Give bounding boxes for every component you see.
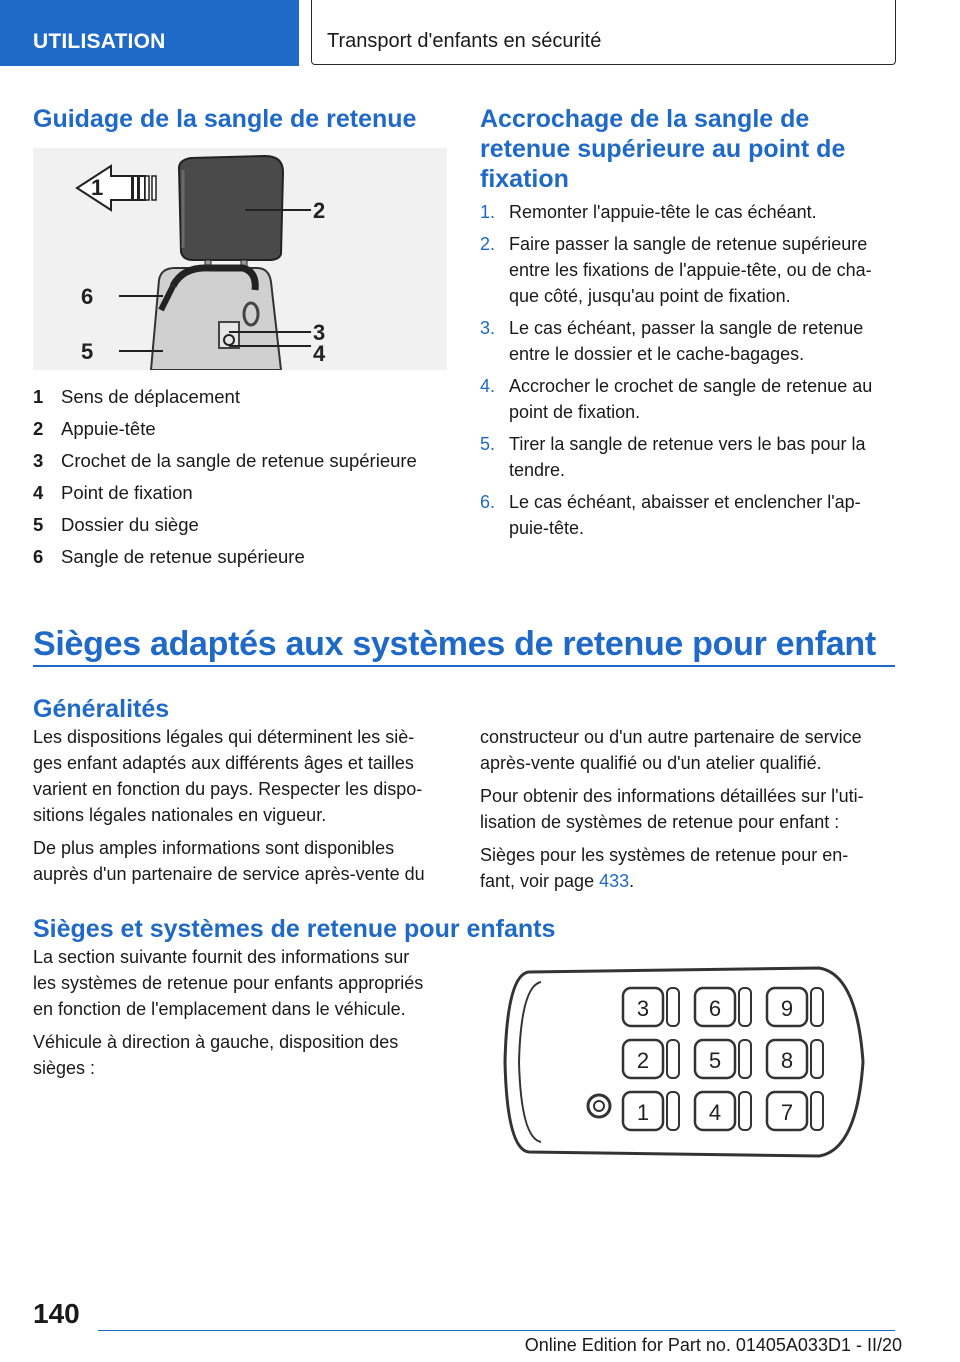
chapter-title-box [311, 0, 896, 65]
step-item: 2. Faire passer la sangle de retenue supérieure entre les fixations de l'appuie-tête, ou de cha‐ que côté, jusqu'au point de fixation. [480, 234, 872, 306]
paragraph: Les dispositions légales qui déterminent les siè‐ ges enfant adaptés aux différents âges et tailles varient en fonction du pays. Respecter les dispo‐ sitions légales nationales en vigueur. [33, 727, 423, 825]
vehicle-seat-diagram [501, 964, 867, 1160]
generalites-right-column [480, 724, 898, 901]
heading-generalites: Généralités [33, 695, 170, 723]
heading-guidage: Guidage de la sangle de retenue [33, 105, 417, 133]
headrest-illustration [33, 148, 447, 370]
step-item: 5. Tirer la sangle de retenue vers le bas pour la tendre. [480, 434, 866, 480]
paragraph: De plus amples informations sont disponibles auprès d'un partenaire de service après-vente du [33, 838, 425, 884]
seat-6: 6 [708, 996, 722, 1021]
legend-item: 2 Appuie-tête [33, 418, 156, 439]
systemes-text [33, 944, 453, 1088]
heading-systemes: Sièges et systèmes de retenue pour enfants [33, 915, 556, 943]
page-number: 140 [33, 1298, 80, 1329]
procedure-steps [480, 199, 898, 547]
callout-4: 4 [313, 341, 326, 366]
section-tab [0, 0, 299, 66]
legend-item: 1 Sens de déplacement [33, 386, 240, 407]
paragraph: Pour obtenir des informations détaillées sur l'uti‐ lisation de systèmes de retenue pour enfant : [480, 786, 864, 832]
chapter-title: Transport d'enfants en sécurité [327, 30, 602, 52]
paragraph: La section suivante fournit des informations sur les systèmes de retenue pour enfants appropriés en fonction de l'emplacement dans le véhicule. [33, 947, 424, 1019]
callout-5: 5 [81, 339, 94, 364]
legend-item: 3 Crochet de la sangle de retenue supérieure [33, 450, 417, 471]
generalites-left-column [33, 724, 453, 894]
legend-item: 6 Sangle de retenue supérieure [33, 546, 305, 567]
footer-rule [98, 1330, 895, 1331]
seat-4: 4 [708, 1100, 722, 1125]
figure-legend [33, 381, 447, 573]
callout-1: 1 [91, 175, 104, 200]
step-item: 4. Accrocher le crochet de sangle de retenue au point de fixation. [480, 376, 873, 422]
legend-item: 4 Point de fixation [33, 482, 193, 503]
seat-layout-figure [501, 964, 867, 1160]
seat-7: 7 [780, 1100, 794, 1125]
callout-3: 3 [313, 320, 326, 345]
paragraph: Véhicule à direction à gauche, disposition des sièges : [33, 1032, 399, 1078]
headrest-figure [33, 148, 447, 370]
seat-1: 1 [636, 1100, 650, 1125]
seat-5: 5 [708, 1048, 722, 1073]
section-label: UTILISATION [33, 30, 166, 53]
seat-3: 3 [636, 996, 650, 1021]
paragraph: constructeur ou d'un autre partenaire de service après-vente qualifié ou d'un atelier qualifié. [480, 727, 862, 773]
seat-8: 8 [780, 1048, 794, 1073]
legend-item: 5 Dossier du siège [33, 514, 199, 535]
seat-9: 9 [780, 996, 794, 1021]
callout-2: 2 [313, 198, 326, 223]
step-item: 1. Remonter l'appuie-tête le cas échéant. [480, 202, 817, 222]
direction-arrow-icon [77, 166, 156, 210]
section-rule [33, 665, 895, 667]
step-item: 6. Le cas échéant, abaisser et enclencher l'ap‐ puie-tête. [480, 492, 861, 538]
xref-paragraph: Sièges pour les systèmes de retenue pour en‐ fant, voir page 433. [480, 845, 849, 891]
callout-6: 6 [81, 284, 94, 309]
seat-2: 2 [636, 1048, 650, 1073]
heading-sieges-adaptes: Sièges adaptés aux systèmes de retenue pour enfant [33, 625, 876, 663]
step-item: 3. Le cas échéant, passer la sangle de retenue entre le dossier et le cache-bagages. [480, 318, 864, 364]
heading-accrochage: Accrochage de la sangle de retenue supérieure au point de fixation [480, 105, 846, 193]
page-link-433[interactable]: 433 [599, 871, 630, 891]
edition-footer: Online Edition for Part no. 01405A033D1 - II/20 [524, 1335, 902, 1355]
